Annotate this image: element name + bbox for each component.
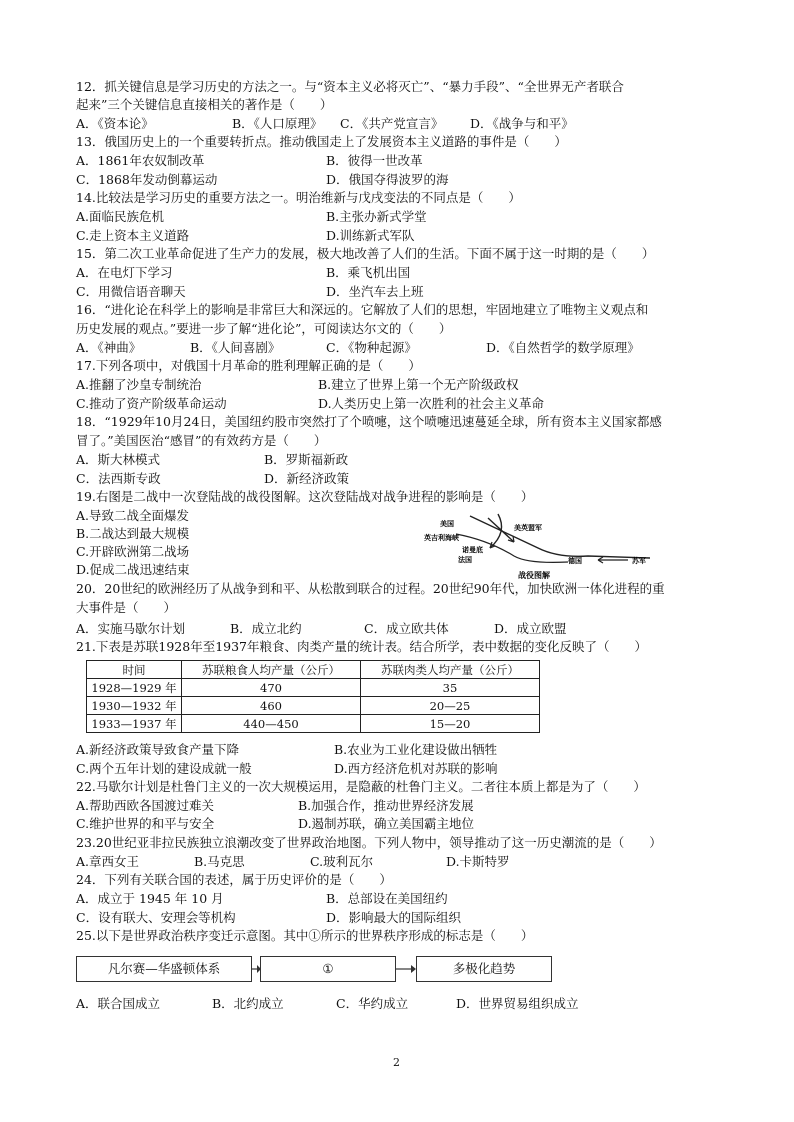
table-cell: 440—450 — [182, 715, 361, 733]
q20-stem-line1: 20．20世纪的欧洲经历了从战争到和平、从松散到联合的过程。20世纪90年代，加快欧洲一体化进程的重 — [76, 581, 665, 596]
q12-option-a: A．《资本论》 — [76, 116, 154, 131]
map-label-normandy: 诺曼底 — [462, 545, 483, 554]
flow-box-versailles: 凡尔赛—华盛顿体系 — [76, 956, 252, 982]
q24-option-a: A．成立于 1945 年 10 月 — [76, 891, 224, 906]
q19-option-c: C.开辟欧洲第二战场 — [76, 544, 190, 559]
q23-option-c: C.玻利瓦尔 — [310, 854, 374, 869]
q24-stem: 24．下列有关联合国的表述，属于历史评价的是（ ） — [76, 872, 392, 887]
q14-stem: 14.比较法是学习历史的重要方法之一。明治维新与戊戌变法的不同点是（ ） — [76, 190, 521, 205]
q20-stem-line2: 大事件是（ ） — [76, 600, 177, 615]
q12-option-c: C．《共产党宣言》 — [340, 116, 444, 131]
q18-option-d: D．新经济政策 — [264, 471, 350, 486]
q15-stem: 15．第二次工业革命促进了生产力的发展，极大地改善了人们的生活。下面不属于这一时期的是（ ） — [76, 246, 655, 261]
q17-option-b: B.建立了世界上第一个无产阶级政权 — [318, 377, 519, 392]
map-label-germany: 德国 — [568, 556, 582, 565]
table-cell: 20—25 — [361, 697, 540, 715]
q14-option-d: D.训练新式军队 — [326, 228, 415, 243]
q20-option-b: B．成立北约 — [230, 621, 302, 636]
map-label-us: 美国 — [440, 519, 454, 528]
q23-option-d: D.卡斯特罗 — [446, 854, 510, 869]
q13-option-d: D．俄国夺得波罗的海 — [326, 172, 449, 187]
q21-option-c: C.两个五年计划的建设成就一般 — [76, 761, 252, 776]
q14-option-b: B.主张办新式学堂 — [326, 209, 427, 224]
q12-option-d: D．《战争与和平》 — [470, 116, 574, 131]
q13-option-b: B．彼得一世改革 — [326, 153, 423, 168]
q25-option-b: B．北约成立 — [212, 996, 284, 1011]
q19-stem: 19.右图是二战中一次登陆战的战役图解。这次登陆战对战争进程的影响是（ ） — [76, 489, 534, 504]
q25-option-c: C．华约成立 — [336, 996, 409, 1011]
q16-option-a: A．《神曲》 — [76, 340, 142, 355]
map-label-channel: 英吉利海峡 — [424, 533, 459, 542]
q20-option-d: D．成立欧盟 — [494, 621, 567, 636]
q22-stem: 22.马歇尔计划是杜鲁门主义的一次大规模运用，是隐蔽的杜鲁门主义。二者往本质上都是为了（ ） — [76, 779, 646, 794]
q14-option-a: A.面临民族危机 — [76, 209, 165, 224]
table-cell: 1928—1929 年 — [87, 679, 182, 697]
table-cell: 470 — [182, 679, 361, 697]
q21-option-d: D.西方经济危机对苏联的影响 — [334, 761, 498, 776]
table-cell: 1930—1932 年 — [87, 697, 182, 715]
q20-option-c: C．成立欧共体 — [364, 621, 449, 636]
q22-option-d: D.遏制苏联，确立美国霸主地位 — [298, 816, 475, 831]
q22-option-a: A.帮助西欧各国渡过难关 — [76, 798, 215, 813]
q14-option-c: C.走上资本主义道路 — [76, 228, 190, 243]
q24-option-d: D．影响最大的国际组织 — [326, 910, 462, 925]
q17-option-c: C.推动了资产阶级革命运动 — [76, 396, 227, 411]
table-header-cell: 苏联肉类人均产量（公斤） — [361, 661, 540, 679]
q23-option-a: A.章西女王 — [76, 854, 140, 869]
q18-option-c: C．法西斯专政 — [76, 471, 161, 486]
q17-stem: 17.下列各项中，对俄国十月革命的胜利理解正确的是（ ） — [76, 358, 421, 373]
q21-option-b: B.农业为工业化建设做出牺牲 — [334, 742, 498, 757]
q13-option-a: A．1861年农奴制改革 — [76, 153, 205, 168]
q13-stem: 13．俄国历史上的一个重要转折点。推动俄国走上了发展资本主义道路的事件是（ ） — [76, 134, 567, 149]
flow-box-unknown: ① — [260, 956, 396, 982]
q18-stem-line1: 18．“1929年10月24日，美国纽约股市突然打了个喷嚏，这个喷嚏迅速蔓延全球，所有资本主义国家都感 — [76, 414, 662, 429]
page-number: 2 — [393, 1056, 400, 1069]
q15-option-d: D．坐汽车去上班 — [326, 284, 424, 299]
q15-option-b: B．乘飞机出国 — [326, 265, 411, 280]
q23-option-b: B.马克思 — [194, 854, 245, 869]
q12-stem-line1: 12．抓关键信息是学习历史的方法之一。与“资本主义必将灭亡”、“暴力手段”、“全世界无产者联合 — [76, 79, 624, 94]
q25-option-d: D．世界贸易组织成立 — [456, 996, 579, 1011]
table-cell: 1933—1937 年 — [87, 715, 182, 733]
q18-option-a: A．斯大林模式 — [76, 452, 161, 467]
map-label-us-uk-army: 美英盟军 — [514, 523, 542, 532]
table-header-cell: 时间 — [87, 661, 182, 679]
q18-stem-line2: 冒了。”美国医治“感冒”的有效药方是（ ） — [76, 433, 327, 448]
q12-stem-line2: 起来”三个关键信息直接相关的著作是（ ） — [76, 97, 333, 112]
q24-option-b: B．总部设在美国纽约 — [326, 891, 448, 906]
q19-option-a: A.导致二战全面爆发 — [76, 508, 190, 523]
q16-option-b: B．《人间喜剧》 — [190, 340, 281, 355]
q17-option-a: A.推翻了沙皇专制统治 — [76, 377, 202, 392]
map-label-soviet: 苏军 — [632, 556, 646, 565]
table-cell: 460 — [182, 697, 361, 715]
q19-option-b: B.二战达到最大规模 — [76, 526, 190, 541]
q25-option-a: A．联合国成立 — [76, 996, 161, 1011]
q13-option-c: C．1868年发动倒幕运动 — [76, 172, 218, 187]
q16-option-c: C．《物种起源》 — [326, 340, 417, 355]
q16-stem-line1: 16．“进化论在科学上的影响是非常巨大和深远的。它解放了人们的思想，牢固地建立了唯物主义观点和 — [76, 302, 649, 317]
q23-stem: 23.20世纪亚非拉民族独立浪潮改变了世界政治地图。下列人物中，领导推动了这一历史潮流的是（ ） — [76, 835, 662, 850]
q21-option-a: A.新经济政策导致食产量下降 — [76, 742, 240, 757]
q22-option-b: B.加强合作，推动世界经济发展 — [298, 798, 474, 813]
q25-stem: 25.以下是世界政治秩序变迁示意图。其中①所示的世界秩序形成的标志是（ ） — [76, 928, 534, 943]
q17-option-d: D.人类历史上第一次胜利的社会主义革命 — [318, 396, 545, 411]
q24-option-c: C．设有联大、安理会等机构 — [76, 910, 236, 925]
table-cell: 15—20 — [361, 715, 540, 733]
table-header-cell: 苏联粮食人均产量（公斤） — [182, 661, 361, 679]
q12-option-b: B．《人口原理》 — [232, 116, 323, 131]
q16-stem-line2: 历史发展的观点。”要进一步了解“进化论”，可阅读达尔文的（ ） — [76, 321, 452, 336]
q19-option-d: D.促成二战迅速结束 — [76, 562, 190, 577]
q15-option-c: C．用微信语音聊天 — [76, 284, 186, 299]
q15-option-a: A．在电灯下学习 — [76, 265, 173, 280]
map-caption: 战役图解 — [518, 570, 550, 580]
q21-stem: 21.下表是苏联1928年至1937年粮食、肉类产量的统计表。结合所学，表中数据的变化反映了（ ） — [76, 639, 648, 654]
q16-option-d: D．《自然哲学的数学原理》 — [486, 340, 640, 355]
table-cell: 35 — [361, 679, 540, 697]
q18-option-b: B．罗斯福新政 — [264, 452, 349, 467]
map-label-france: 法国 — [458, 555, 472, 564]
q20-option-a: A．实施马歇尔计划 — [76, 621, 186, 636]
flow-box-multipolar: 多极化趋势 — [416, 956, 552, 982]
q22-option-c: C.维护世界的和平与安全 — [76, 816, 215, 831]
